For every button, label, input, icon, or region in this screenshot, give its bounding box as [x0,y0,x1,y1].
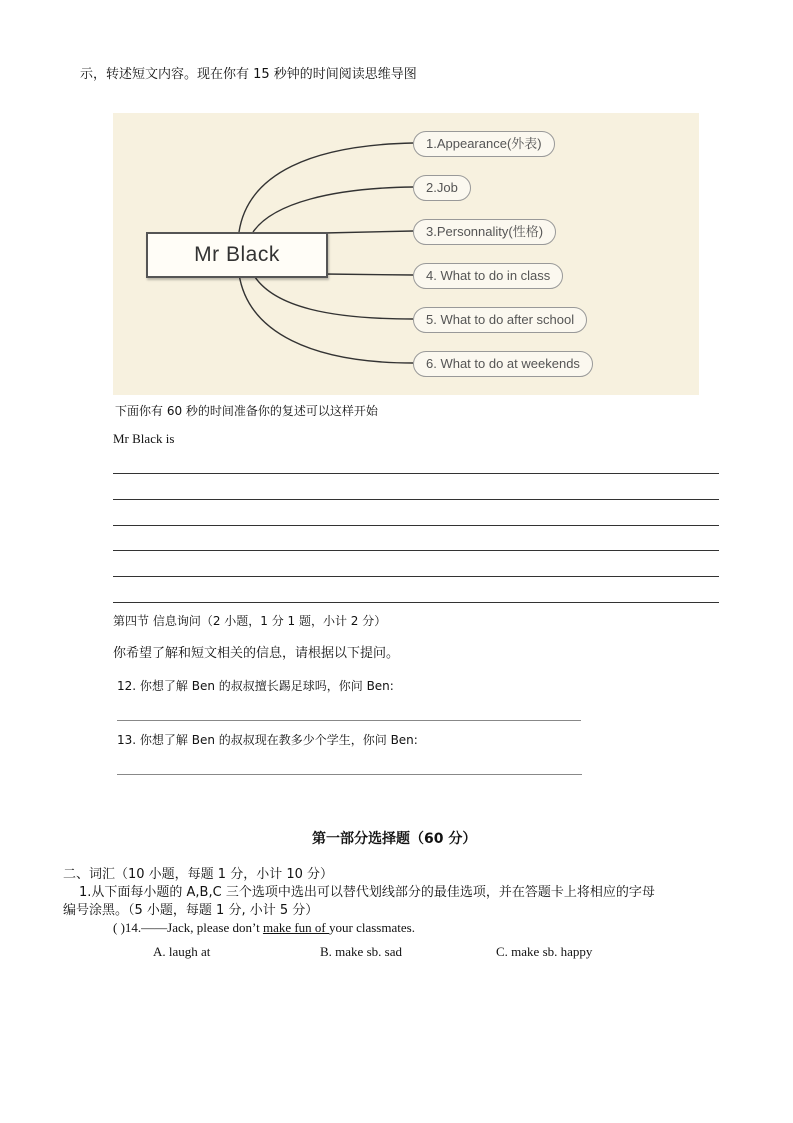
question-12: 12. 你想了解 Ben 的叔叔擅长踢足球吗，你问 Ben: [117,679,394,693]
option-a: A. laugh at [153,944,211,959]
branch-in-class: 4. What to do in class [413,263,563,289]
option-b: B. make sb. sad [320,944,402,959]
q14-underlined-phrase: make fun of [262,920,330,935]
answer-line-4 [113,550,719,551]
branch-weekends: 6. What to do at weekends [413,351,593,377]
option-c: C. make sb. happy [496,944,593,959]
q14-suffix: your classmates. [329,920,415,935]
answer-line-1 [113,473,719,474]
intro-line: 示，转述短文内容。现在你有 15 秒钟的时间阅读思维导图 [80,67,417,82]
answer-line-12 [117,720,581,721]
part1-title: 第一部分选择题（60 分） [312,831,477,847]
vocab-heading: 二、词汇（10 小题，每题 1 分，小计 10 分） [63,867,334,882]
vocab-instruction-line1: 1.从下面每小题的 A,B,C 三个选项中选出可以替代划线部分的最佳选项，并在答题卡上将相应的字母 [79,885,655,900]
branch-appearance: 1.Appearance(外表) [413,131,555,157]
answer-line-2 [113,499,719,500]
prep-line: 下面你有 60 秒的时间准备你的复述可以这样开始 [115,404,378,418]
answer-line-3 [113,525,719,526]
question-14 [113,920,415,936]
mind-map [113,113,699,395]
branch-job: 2.Job [413,175,471,201]
connector-4 [324,274,413,275]
section4-heading: 第四节 信息询问（2 小题，1 分 1 题，小计 2 分） [113,614,387,628]
connector-5 [253,274,413,319]
section4-instruction: 你希望了解和短文相关的信息，请根据以下提问。 [113,646,400,661]
question-13: 13. 你想了解 Ben 的叔叔现在教多少个学生，你问 Ben: [117,733,418,747]
branch-after-school: 5. What to do after school [413,307,587,333]
connector-2 [253,187,413,232]
start-text: Mr Black is [113,431,175,446]
answer-line-5 [113,576,719,577]
vocab-instruction-line2: 编号涂黑。（5 小题，每题 1 分, 小计 5 分） [63,903,319,918]
answer-line-13 [117,774,582,775]
connector-3 [324,231,413,233]
answer-line-6 [113,602,719,603]
q14-prefix: ( )14.——Jack, please don’t [113,920,263,935]
mind-map-center-node: Mr Black [146,232,328,278]
branch-personality: 3.Personnality(性格) [413,219,556,245]
